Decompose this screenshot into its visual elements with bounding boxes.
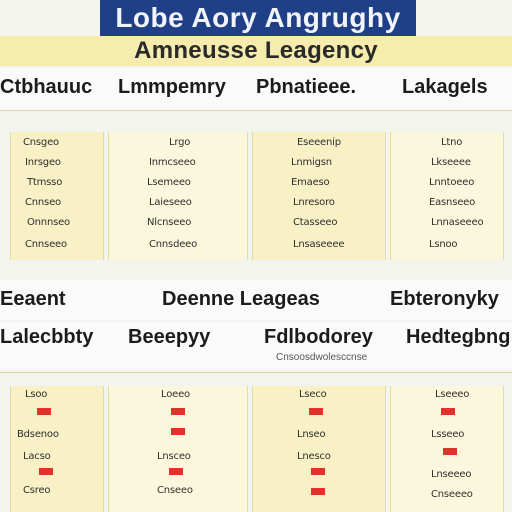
subtitle-bar	[0, 36, 512, 66]
top-column-2	[108, 132, 248, 260]
column-header: Fdlbodorey	[264, 326, 373, 348]
list-item: Lnsaseeee	[293, 239, 345, 250]
highlight-mark	[37, 408, 51, 415]
top-header-row	[0, 68, 512, 110]
list-item: Lnmigsn	[291, 157, 332, 168]
list-item: Emaeso	[291, 177, 330, 188]
divider	[0, 110, 512, 111]
top-column-1	[10, 132, 104, 260]
page-title: Lobe Aory Angrughy	[115, 2, 401, 33]
list-item: Cnnsdeeo	[149, 239, 198, 250]
list-item: Lsoo	[25, 389, 48, 400]
list-item: Lnresoro	[293, 197, 335, 208]
column-header: Lmmpemry	[118, 76, 226, 98]
list-item: Bdsenoo	[17, 429, 59, 440]
bottom-column-4	[390, 386, 504, 512]
section2-header-row	[0, 280, 512, 320]
list-item: Lseeeo	[435, 389, 470, 400]
highlight-mark	[311, 488, 325, 495]
column-header: Ctbhauuc	[0, 76, 93, 98]
list-item: Lseco	[299, 389, 327, 400]
list-item: Easnseeo	[429, 197, 476, 208]
column-header: Pbnatieee.	[256, 76, 357, 98]
list-item: Lacso	[23, 451, 51, 462]
top-column-4	[390, 132, 504, 260]
bottom-column-3	[252, 386, 386, 512]
group-header: Deenne Leageas	[162, 288, 320, 310]
column-header: Lakagels	[402, 76, 488, 98]
highlight-mark	[441, 408, 455, 415]
list-item: Onnnseo	[27, 217, 70, 228]
highlight-mark	[443, 448, 457, 455]
top-column-3	[252, 132, 386, 260]
list-item: Lnesco	[297, 451, 331, 462]
column-header: Lalecbbty	[0, 326, 94, 348]
list-item: Lnseeeo	[431, 469, 472, 480]
section2-subheader-row	[0, 322, 512, 370]
divider	[0, 372, 512, 373]
bottom-column-2	[108, 386, 248, 512]
list-item: Inrsgeo	[25, 157, 61, 168]
list-item: Cnnseo	[25, 197, 61, 208]
list-item: Ttmsso	[27, 177, 63, 188]
list-item: Cnseeo	[157, 485, 193, 496]
list-item: Cnsgeo	[23, 137, 59, 148]
list-item: Laieseeo	[149, 197, 192, 208]
list-item: Csreo	[23, 485, 51, 496]
title-banner	[100, 0, 416, 38]
highlight-mark	[171, 408, 185, 415]
list-item: Lkseeee	[431, 157, 471, 168]
list-item: Lnseo	[297, 429, 326, 440]
highlight-mark	[311, 468, 325, 475]
highlight-mark	[171, 428, 185, 435]
list-item: Eseeenip	[297, 137, 341, 148]
column-header: Beeepyy	[128, 326, 211, 348]
list-item: Lnntoeeo	[429, 177, 475, 188]
highlight-mark	[309, 408, 323, 415]
list-item: Ctasseeo	[293, 217, 338, 228]
list-item: Lrgo	[169, 137, 191, 148]
list-item: Cnseeeo	[431, 489, 473, 500]
page-subtitle: Amneusse Leagency	[134, 37, 378, 64]
highlight-mark	[169, 468, 183, 475]
list-item: Ltno	[441, 137, 463, 148]
list-item: Nlcnseeo	[147, 217, 192, 228]
column-header: Hedtegbng	[406, 326, 511, 348]
column-caption: Cnsoosdwolesccnse	[276, 352, 368, 363]
bottom-column-1	[10, 386, 104, 512]
group-header: Ebteronyky	[390, 288, 499, 310]
list-item: Inmcseeo	[149, 157, 196, 168]
group-header: Eeaent	[0, 288, 66, 310]
list-item: Cnnseeo	[25, 239, 67, 250]
highlight-mark	[39, 468, 53, 475]
list-item: Loeeo	[161, 389, 190, 400]
list-item: Lsnoo	[429, 239, 458, 250]
list-item: Lnsceo	[157, 451, 191, 462]
list-item: Lsseeo	[431, 429, 465, 440]
list-item: Lnnaseeeo	[431, 217, 484, 228]
list-item: Lsemeeo	[147, 177, 191, 188]
